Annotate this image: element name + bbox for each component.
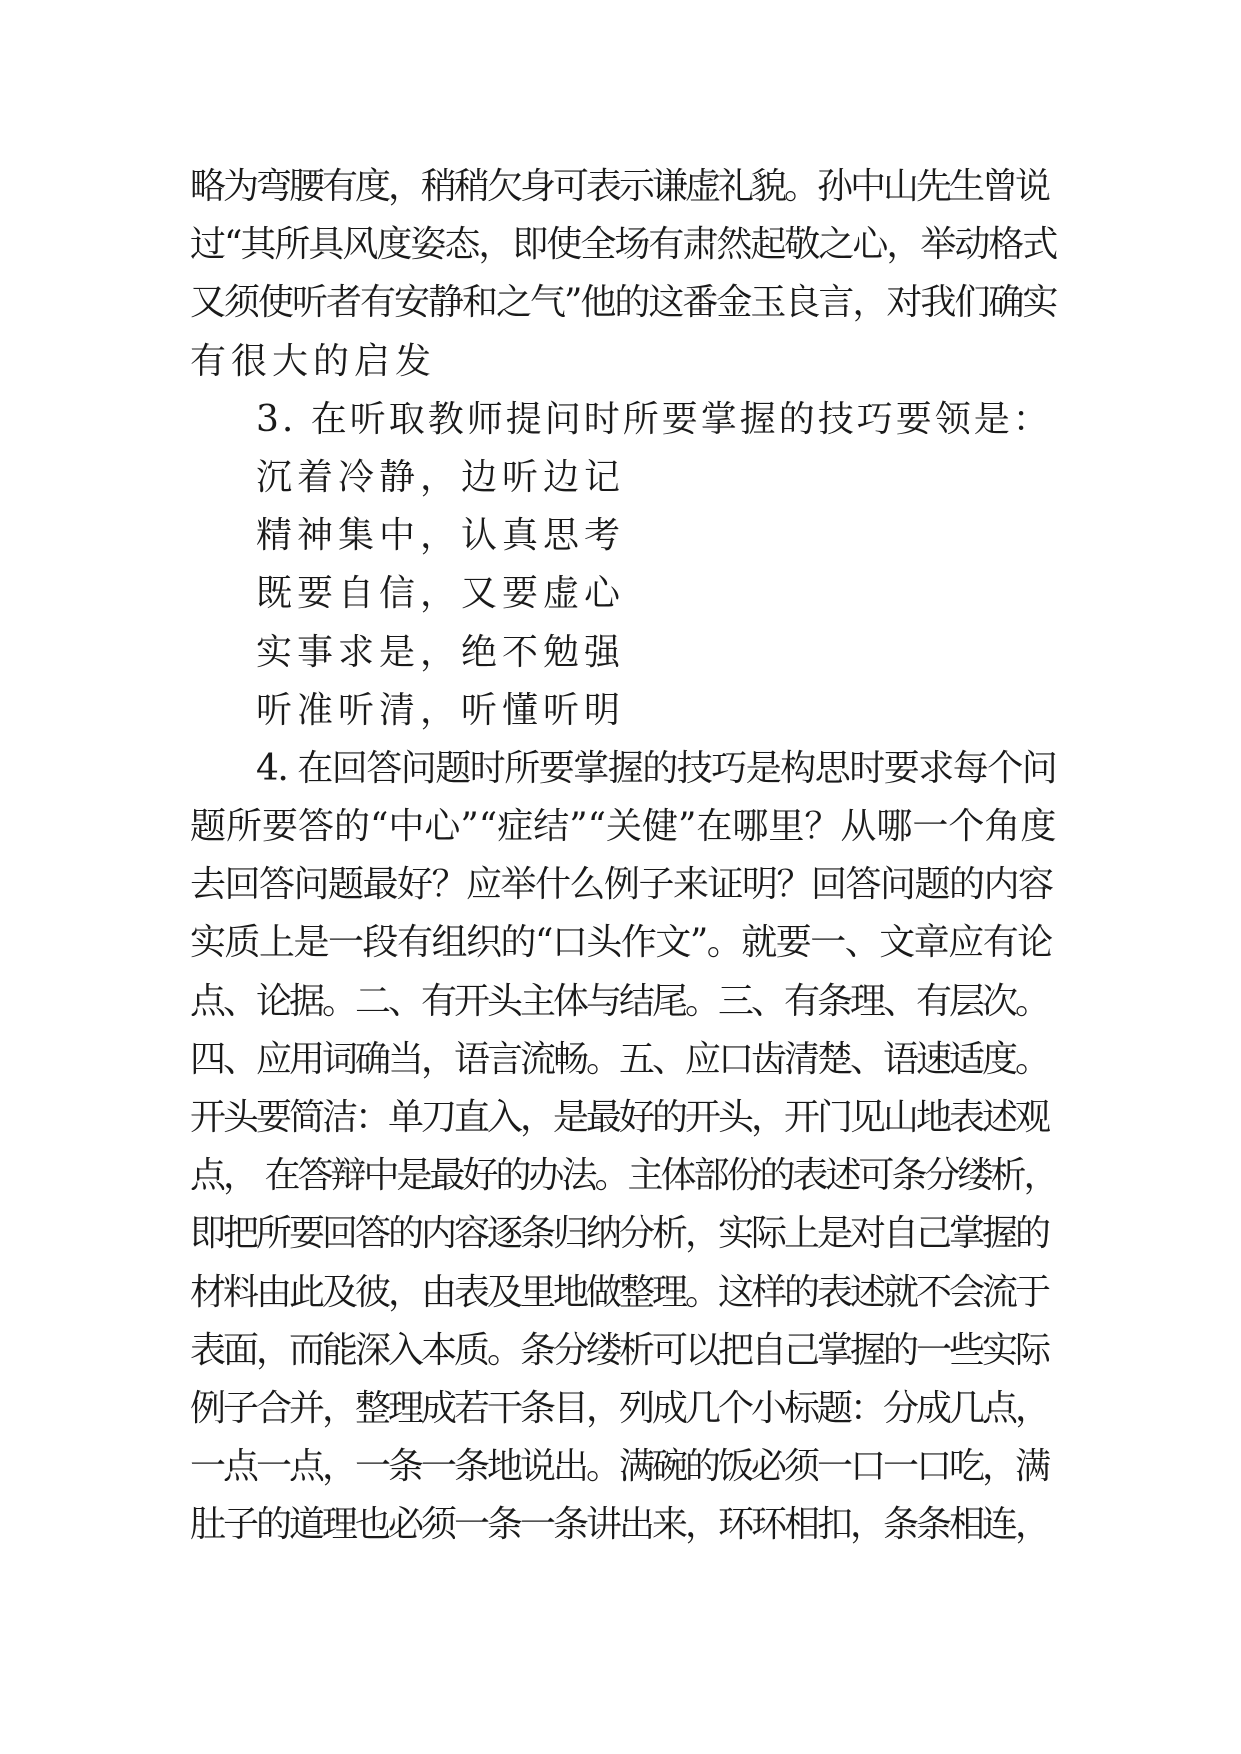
text-line: 过“其所具风度姿态，即使全场有肃然起敬之心，举动格式 bbox=[190, 224, 1057, 266]
text-line: 材料由此及彼，由表及里地做整理。这样的表述就不会流于 bbox=[190, 1271, 1049, 1313]
text-line: 实质上是一段有组织的“口头作文”。就要一、文章应有论 bbox=[190, 922, 1052, 964]
text-line: 略为弯腰有度，稍稍欠身可表示谦虚礼貌。孙中山先生曾说 bbox=[190, 166, 1049, 207]
list-item: 听准听清，听懂听明 bbox=[256, 689, 626, 731]
text-line: 四、应用词确当，语言流畅。五、应口齿清楚、语速适度。 bbox=[190, 1038, 1049, 1080]
list-item: 既要自信，又要虚心 bbox=[256, 573, 626, 615]
list-heading-3: 3. 在听取教师提问时所要掌握的技巧要领是： bbox=[256, 398, 1052, 440]
text-line: 去回答问题最好？应举什么例子来证明？回答问题的内容 bbox=[190, 864, 1053, 906]
list-heading-4: 4. 在回答问题时所要掌握的技巧是构思时要求每个问 bbox=[256, 747, 1057, 789]
text-line: 点， 在答辩中是最好的办法。主体部份的表述可条分缕析， bbox=[190, 1155, 1057, 1197]
text-line: 即把所要回答的内容逐条归纳分析，实际上是对自己掌握的 bbox=[190, 1213, 1049, 1255]
list-item: 实事求是，绝不勉强 bbox=[256, 631, 626, 673]
list-item: 沉着冷静，边听边记 bbox=[256, 456, 626, 498]
text-line: 又须使听者有安静和之气”他的这番金玉良言，对我们确实 bbox=[190, 282, 1057, 324]
text-line: 开头要简洁：单刀直入，是最好的开头，开门见山地表述观 bbox=[190, 1097, 1049, 1138]
text-line: 有很大的启发 bbox=[190, 340, 437, 382]
text-line: 肚子的道理也必须一条一条讲出来，环环相扣，条条相连， bbox=[190, 1504, 1049, 1546]
text-line: 例子合并，整理成若干条目，列成几个小标题：分成几点， bbox=[190, 1387, 1049, 1429]
text-line: 题所要答的“中心”“症结”“关健”在哪里？从哪一个角度 bbox=[190, 806, 1057, 848]
text-line: 一点一点，一条一条地说出。满碗的饭必须一口一口吃，满 bbox=[190, 1446, 1049, 1488]
text-line: 点、论据。二、有开头主体与结尾。三、有条理、有层次。 bbox=[190, 980, 1049, 1022]
list-item: 精神集中，认真思考 bbox=[256, 515, 626, 557]
text-line: 表面，而能深入本质。条分缕析可以把自己掌握的一些实际 bbox=[190, 1329, 1049, 1371]
body-text bbox=[190, 158, 1060, 1555]
